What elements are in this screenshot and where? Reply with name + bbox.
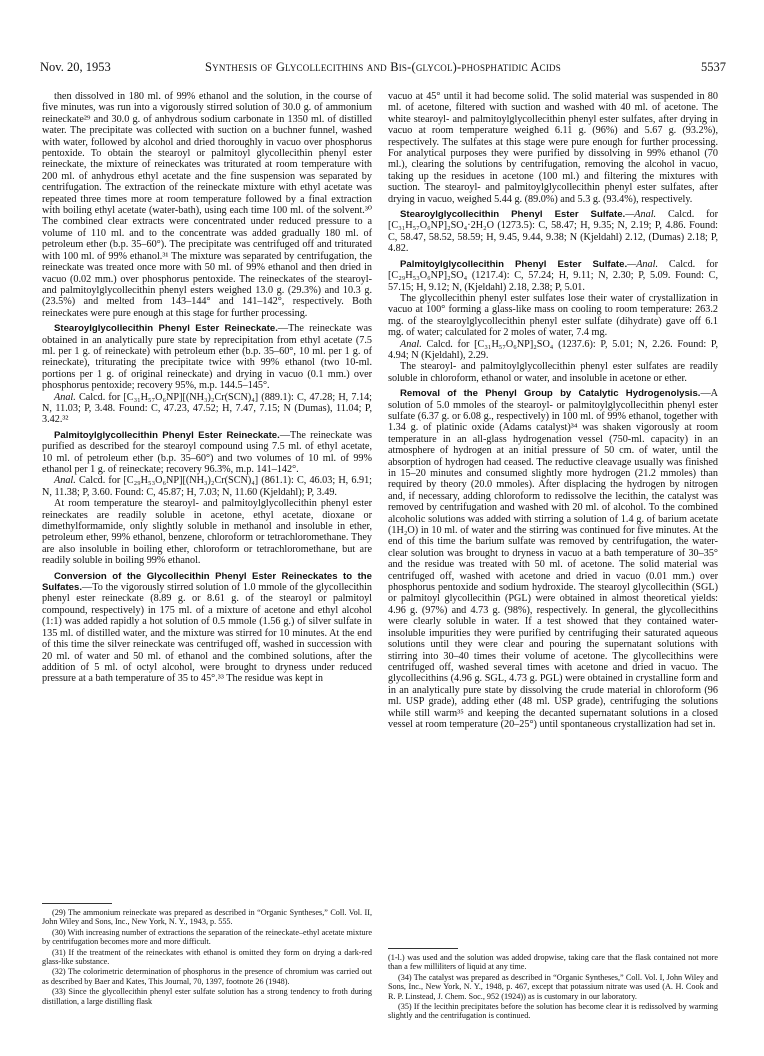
analysis-label: Anal. xyxy=(54,391,76,403)
footnote: (30) With increasing number of extractions the separation of the reineckate–ethyl acetate mixture by centrifugation becomes more and more difficult. xyxy=(42,927,372,947)
paragraph xyxy=(42,392,372,426)
footnote: (1-l.) was used and the solution was added dropwise, taking care that the flask contained not more than a few milliliters of liquid at any time. xyxy=(388,953,718,972)
paragraph xyxy=(42,475,372,498)
footnote: (33) Since the glycollecithin phenyl ester sulfate solution has a strong tendency to froth during distillation, a large distilling flask xyxy=(42,987,372,1006)
analysis-label: —Anal. xyxy=(625,209,657,221)
paragraph-text: At room temperature the stearoyl- and palmitoylglycollecithin phenyl ester reineckates are readily soluble in acetone, ethyl acetate, dioxane or dimethylformamide, only slightly soluble in methanol and insoluble in ether, petroleum ether, 99% ethanol, benzene, chloroform or tetrachloromethane. They are also insoluble in boiling ether, chloroform or tetrachloromethane, but are readily soluble in boiling 99% ethanol. xyxy=(42,498,372,567)
footnote-rule-right xyxy=(388,948,458,949)
paragraph-text: Calcd. for [C₃₁H₅₇O₆NP]₂SO₄·2H₂O (1273.5): C, 58.47; H, 9.35; N, 2.19; P, 4.86. Found: C, 58.47, 58.52, 58.59; H, 9.45, 9.44, 9.38; N (Kjeldahl) 2.12, (Dumas) 2.18; P, 4.82. xyxy=(388,209,718,255)
paragraph xyxy=(42,430,372,476)
footnote-rule-left xyxy=(42,903,112,904)
left-column xyxy=(42,91,372,685)
paragraph-text: —To the vigorously stirred solution of 1.0 mmole of the glycollecithin phenyl ester reineckate (8.89 g. or 8.61 g. of the stearoyl or palmitoyl compound, respectively) in 175 ml. of a mixture of acetone and ethyl alcohol (1:1) was added rapidly a hot solution of 0.5 mmole (1.56 g.) of silver sulfate in 135 ml. of distilled water, and the mixture was stirred for 10 minutes. At the end of this time the silver reineckate was centrifuged off, washed in succession with 20 ml. of water and 50 ml. of ethanol and the combined solutions, after the addition of 5 ml. of octyl alcohol, were brought to dryness under reduced pressure at a bath temperature of 35 to 45°.³³ The residue was kept in xyxy=(42,582,372,685)
header-page-number: 5537 xyxy=(701,60,726,74)
run-in-heading: Stearoylglycollecithin Phenyl Ester Reineckate. xyxy=(54,323,278,335)
run-in-heading: Palmitoylglycollecithin Phenyl Ester Sulfate. xyxy=(400,258,628,270)
paragraph xyxy=(42,571,372,685)
paragraph xyxy=(388,361,718,384)
paragraph xyxy=(388,209,718,255)
analysis-label: Anal. xyxy=(400,338,422,350)
paragraph xyxy=(388,339,718,362)
footnote: (34) The catalyst was prepared as described in “Organic Syntheses,” Coll. Vol. I, John Wiley and Sons, Inc., New York, N. Y., 1948, p. 467, except that potassium nitrate was used (A. H. Cook and R. P. Linstead, J. Chem. Soc., 952 (1924)) as is customary in our laboratory. xyxy=(388,972,718,1001)
footnote: (29) The ammonium reineckate was prepared as described in “Organic Syntheses,” Coll. Vol. II, John Wiley and Sons, Inc., New York, N. Y., 1943, p. 555. xyxy=(42,908,372,927)
paragraph-text: Calcd. for [C₃₁H₅₇O₆NP][(NH₃)₂Cr(SCN)₄] (889.1): C, 47.28; H, 7.14; N, 11.03; P, 3.48. Found: C, 47.23, 47.52; H, 7.47, 7.15; N (Dumas), 11.04; P, 3.42.³² xyxy=(42,391,373,426)
run-in-heading: Stearoylglycollecithin Phenyl Ester Sulfate. xyxy=(400,209,626,221)
footnote: (31) If the treatment of the reineckates with ethanol is omitted they form on drying a dark-red glass-like substance. xyxy=(42,947,372,967)
paragraph xyxy=(388,91,718,205)
paragraph-text: then dissolved in 180 ml. of 99% ethanol and the solution, in the course of five minutes, was run into a vigorously stirred solution of 30.0 g. of ammonium reineckate²⁹ and 30.0 g. of anhydrous sodium carbonate in 1350 ml. of distilled water. The precipitate was collected with suction on a buchner funnel, washed with water, followed by alcohol and dried thoroughly in vacuo over phosphorus pentoxide. To obtain the stearoyl or palmitoyl glycollecithin phenyl ester reineckate, the mixture of reineckates was triturated at room temperature with 200 ml. of anhydrous ethyl acetate and the fine suspension was separated by centrifugation. The extraction of the reineckate mixture with ethyl acetate was repeated three times more at room temperature followed by a final extraction with boiling ethyl acetate (water-bath), using each time 100 ml. of the solvent.³⁰ The combined clear extracts were concentrated under reduced pressure to a volume of 110 ml. and to the concentrate was added gradually 180 ml. of petroleum ether (b.p. 35–60°). The precipitate was centrifuged off and triturated with 100 ml. of 99% ethanol.³¹ The mixture was separated by centrifugation, the reineckate was treated once more with 50 ml. of 99% ethanol and then dried in vacuo (0.02 mm.) over phosphorus pentoxide. The reineckates of the stearoyl- and palmitoylglycollecithin phenyl esters weighed 13.0 g. (29.3%) and 10.3 g. (23.5%) and melted from 143–144° and 141–142°, respectively. Both reineckates were pure enough at this stage for further processing. xyxy=(42,91,372,319)
header-date: Nov. 20, 1953 xyxy=(40,60,111,74)
running-header xyxy=(40,60,726,76)
paragraph-text: The stearoyl- and palmitoylglycollecithin phenyl ester sulfates are readily soluble in chloroform, ethanol or water, and insoluble in acetone or ether. xyxy=(388,361,718,384)
run-in-heading: Removal of the Phenyl Group by Catalytic Hydrogenolysis. xyxy=(400,388,701,400)
paragraph xyxy=(42,91,372,319)
run-in-heading: Palmitoylglycollecithin Phenyl Ester Reineckate. xyxy=(54,429,280,441)
paragraph xyxy=(42,323,372,391)
analysis-label: Anal. xyxy=(54,475,76,487)
paragraph-text: —A solution of 5.0 mmoles of the stearoyl- or palmitoylglycollecithin phenyl ester sulfate (6.37 g. or 6.08 g., respectively) in 100 ml. of 99% ethanol, together with 1.34 g. of platinic oxide (Adams catalyst)³⁴ was shaken vigorously at room temperature in an all-glass hydrogenation vessel (750-ml. capacity) in an atmosphere of hydrogen at an initial pressure of 50 cm. of water, until the absorption of hydrogen had ceased. The reductive cleavage usually was finished in 15–20 minutes and consumed slightly more hydrogen (21.2 mmoles) than required by theory (20.0 mmoles). After displacing the hydrogen by nitrogen and, if necessary, adding chloroform to redissolve the lecithin, the catalyst was removed by centrifugation and washed with 20 ml. of alcohol. To the combined alcoholic solutions was added with stirring a solution of 1.4 g. of barium acetate (1H₂O) in 10 ml. of water and the stirring was continued for five minutes. At the end of this time the barium sulfate was removed by centrifugation, the water-clear solution was brought to dryness in vacuo at a bath temperature of 30–35° and the residue was treated with 50 ml. of acetone. The solid material was centrifuged off, washed with acetone and dried in vacuo (0.01 mm.) over phosphorus pentoxide and sodium hydroxide. The stearoyl glycollecithin (SGL) or palmitoyl glycollecithin (PGL) were obtained in almost theoretical yields: 4.96 g. (97%) and 4.73 g. (98%), respectively. In general, the glycollecithins were clearly soluble in water. If a test showed that they contained water-insoluble impurities they were purified by centrifuging their saturated aqueous solutions until they were clear and pouring the supernatant solutions with stirring into 30–40 times their volume of acetone. The glycollecithins were centrifuged off, washed several times with acetone and dried in vacuo. The glycollecithins (4.96 g. SGL, 4.73 g. PGL) were obtained in crystalline form and in an analytically pure state by dissolving the crude material in chloroform (96 ml. USP grade), adding ether (48 ml. USP grade), centrifuging the solutions while still warm³⁵ and keeping the decanted supernatant solutions in a closed vessel at room temperature (20–25°) until spontaneous crystallization had set in. xyxy=(388,388,718,730)
right-column xyxy=(388,91,718,730)
paragraph-text: vacuo at 45° until it had become solid. The solid material was suspended in 80 ml. of acetone, filtered with suction and washed with 40 ml. of acetone. The white stearoyl- and palmitoylglycollecithin phenyl ester sulfates, after drying in vacuo at room temperature weighed 6.11 g. (96%) and 5.67 g. (93.2%), respectively. The sulfates at this stage were pure enough for further processing. For analytical purposes they were purified by dissolving in 99% ethanol (70 ml.), clearing the solutions by centrifugation, removing the alcohol in vacuo, taking up the residues in acetone (100 ml.) and filtering the mixtures with suction. The stearoyl- and palmitoylglycollecithin phenyl ester sulfates, after drying in vacuo, weighed 5.44 g. (89.0%) and 5.3 g. (93.4%), respectively. xyxy=(388,91,718,205)
header-title: Synthesis of Glycollecithins and Bis-(glycol)-phosphatidic Acids xyxy=(205,60,561,74)
footnote: (35) If the lecithin precipitates before the solution has become clear it is redissolved by warming slightly and the centrifugation is continued. xyxy=(388,1002,718,1021)
paragraph xyxy=(388,259,718,293)
paragraph xyxy=(388,293,718,339)
run-in-heading: Conversion of the Glycollecithin Phenyl Ester Reineckates to the Sulfates. xyxy=(42,570,372,594)
paragraph-text: —The reineckate was purified as described for the stearoyl compound using 7.5 ml. of ethyl acetate, 10 ml. of petroleum ether (b.p. 35–60°) and two volumes of 10 ml. of 99% ethanol per 1 g. of reineckate; recovery 96.3%, m.p. 141–142°. xyxy=(42,429,372,475)
paragraph xyxy=(42,498,372,566)
paragraph-text: The glycollecithin phenyl ester sulfates lose their water of crystallization in vacuo at 100° forming a glass-like mass on cooling to room temperature: 263.2 mg. of the stearoylglycollecithin phenyl ester sulfate (dihydrate) gave off 6.1 mg. of water; calculated for 2 moles of water, 7.4 mg. xyxy=(388,292,718,339)
paragraph-text: Calcd. for [C₂₉H₅₃O₆NP][(NH₃)₂Cr(SCN)₄] (861.1): C, 46.03; H, 6.91; N, 11.38; P, 3.60. Found: C, 45.87; H, 7.03; N, 11.60 (Kjeldahl); P, 3.49. xyxy=(42,475,373,498)
paragraph-text: —The reineckate was obtained in an analytically pure state by reprecipitation from ethyl acetate (7.5 ml. per 1 g. of reineckate) with petroleum ether (b.p. 35–60°, 10 ml. per 1 g. of reineckate), triturating the precipitate twice with 99% ethanol (two 10-ml. portions per 1 g. of original reineckate) and drying in vacuo (0.1 mm.) over phosphorus pentoxide; recovery 95%, m.p. 144.5–145°. xyxy=(42,323,372,392)
paragraph xyxy=(388,388,718,730)
paragraph-text: Calcd. for [C₂₉H₅₃O₆NP]₂SO₄ (1217.4): C, 57.24; H, 9.11; N, 2.30; P, 5.09. Found: C, 57.15; H, 9.12; N, (Kjeldahl) 2.18, 2.38; P, 5.01. xyxy=(388,258,718,293)
footnotes-left xyxy=(42,908,372,1007)
analysis-label: —Anal. xyxy=(627,258,658,270)
paragraph-text: Calcd. for [C₃₁H₅₇O₆NP]₂SO₄ (1237.6): P, 5.01; N, 2.26. Found: P, 4.94; N (Kjeldahl), 2.29. xyxy=(388,338,719,361)
footnote: (32) The colorimetric determination of phosphorus in the presence of chromium was carried out as described by Baer and Kates, This Journal, 70, 1397, footnote 26 (1948). xyxy=(42,967,372,986)
footnotes-right xyxy=(388,953,718,1022)
